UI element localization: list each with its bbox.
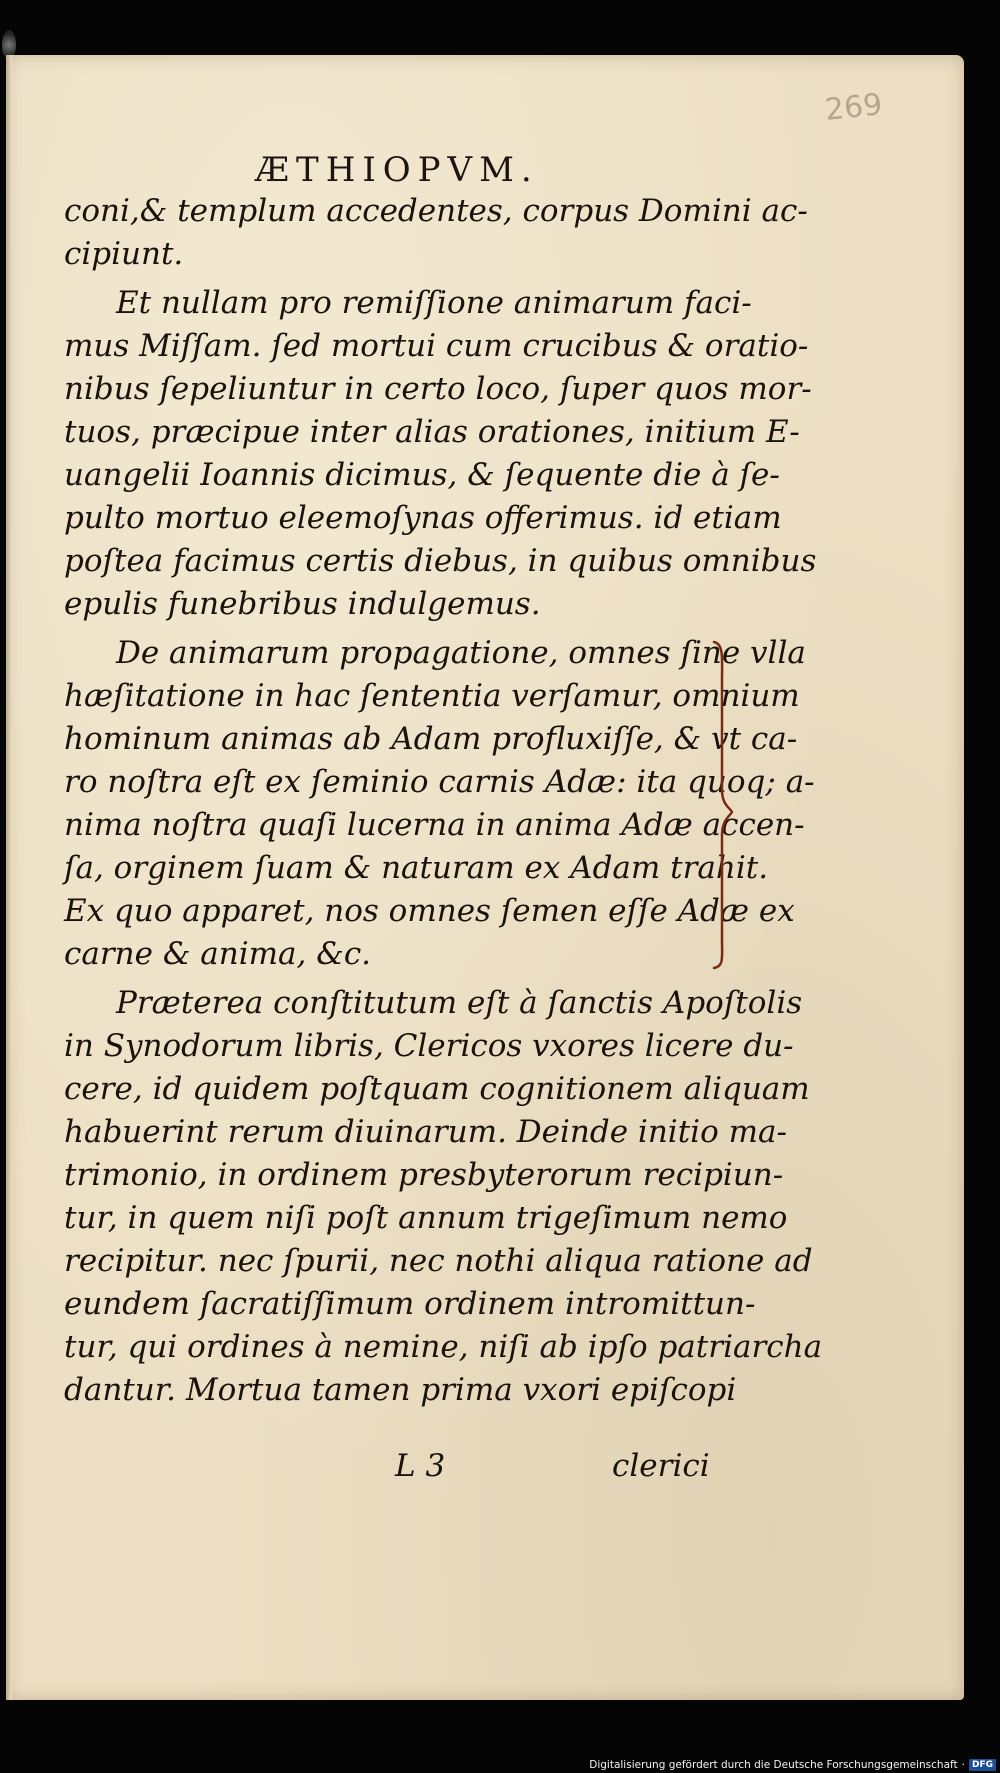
text-line: uangelii Ioannis dicimus, & ſequente die à ſe- xyxy=(64,457,780,493)
text-line: nibus ſepeliuntur in certo loco, ſuper quos mor- xyxy=(64,371,812,407)
text-line: epulis funebribus indulgemus. xyxy=(64,586,541,622)
catchword: clerici xyxy=(612,1448,710,1484)
text-line: recipitur. nec ſpurii, nec nothi aliqua ratione ad xyxy=(64,1243,813,1279)
text-line: Et nullam pro remiſſione animarum faci- xyxy=(116,285,752,321)
text-line: cere, id quidem poſtquam cognitionem aliquam xyxy=(64,1071,810,1107)
credit-separator: · xyxy=(961,1759,965,1771)
page-footer xyxy=(0,1448,1000,1498)
text-line: pulto mortuo eleemoſynas offerimus. id etiam xyxy=(64,500,782,536)
text-line: dantur. Mortua tamen prima vxori epiſcopi xyxy=(64,1372,737,1408)
text-line: coni,& templum accedentes, corpus Domini ac- xyxy=(64,193,808,229)
text-line: Præterea conſtitutum eſt à ſanctis Apoſtolis xyxy=(116,985,803,1021)
margin-bracket-mark xyxy=(710,640,734,970)
running-head: ÆTHIOPVM. xyxy=(255,150,539,190)
text-line: habuerint rerum diuinarum. Deinde initio ma- xyxy=(64,1114,787,1150)
text-line: Ex quo apparet, nos omnes ſemen eſſe Adæ ex xyxy=(64,893,795,929)
signature-mark: L 3 xyxy=(395,1448,446,1484)
text-line: eundem ſacratiſſimum ordinem intromittun- xyxy=(64,1286,756,1322)
credit-text: Digitalisierung gefördert durch die Deutsche Forschungsgemeinschaft xyxy=(589,1759,958,1771)
text-line: mus Miſſam. ſed mortui cum crucibus & oratio- xyxy=(64,328,809,364)
text-line: ſa, orginem ſuam & naturam ex Adam trahit. xyxy=(64,850,769,886)
text-line: nima noſtra quaſi lucerna in anima Adæ accen- xyxy=(64,807,805,843)
text-line: hæſitatione in hac ſententia verſamur, omnium xyxy=(64,678,800,714)
text-line: tur, in quem niſi poſt annum trigeſimum nemo xyxy=(64,1200,788,1236)
text-line: De animarum propagatione, omnes ſine vlla xyxy=(116,635,806,671)
body-text xyxy=(64,190,823,1412)
text-line: carne & anima, &c. xyxy=(64,936,372,972)
text-line: hominum animas ab Adam profluxiſſe, & vt ca- xyxy=(64,721,798,757)
text-line: trimonio, in ordinem presbyterorum recipiun- xyxy=(64,1157,784,1193)
dfg-logo: DFG xyxy=(969,1759,996,1771)
handwritten-folio-number: 269 xyxy=(823,87,884,128)
digitization-credit xyxy=(589,1759,996,1771)
text-line: ro noſtra eſt ex ſeminio carnis Adæ: ita quoq; a- xyxy=(64,764,815,800)
text-line: in Synodorum libris, Clericos vxores licere du- xyxy=(64,1028,794,1064)
text-line: poſtea facimus certis diebus, in quibus omnibus xyxy=(64,543,817,579)
text-line: cipiunt. xyxy=(64,236,184,272)
text-line: tur, qui ordines à nemine, niſi ab ipſo patriarcha xyxy=(64,1329,823,1365)
text-line: tuos, præcipue inter alias orationes, initium E- xyxy=(64,414,800,450)
